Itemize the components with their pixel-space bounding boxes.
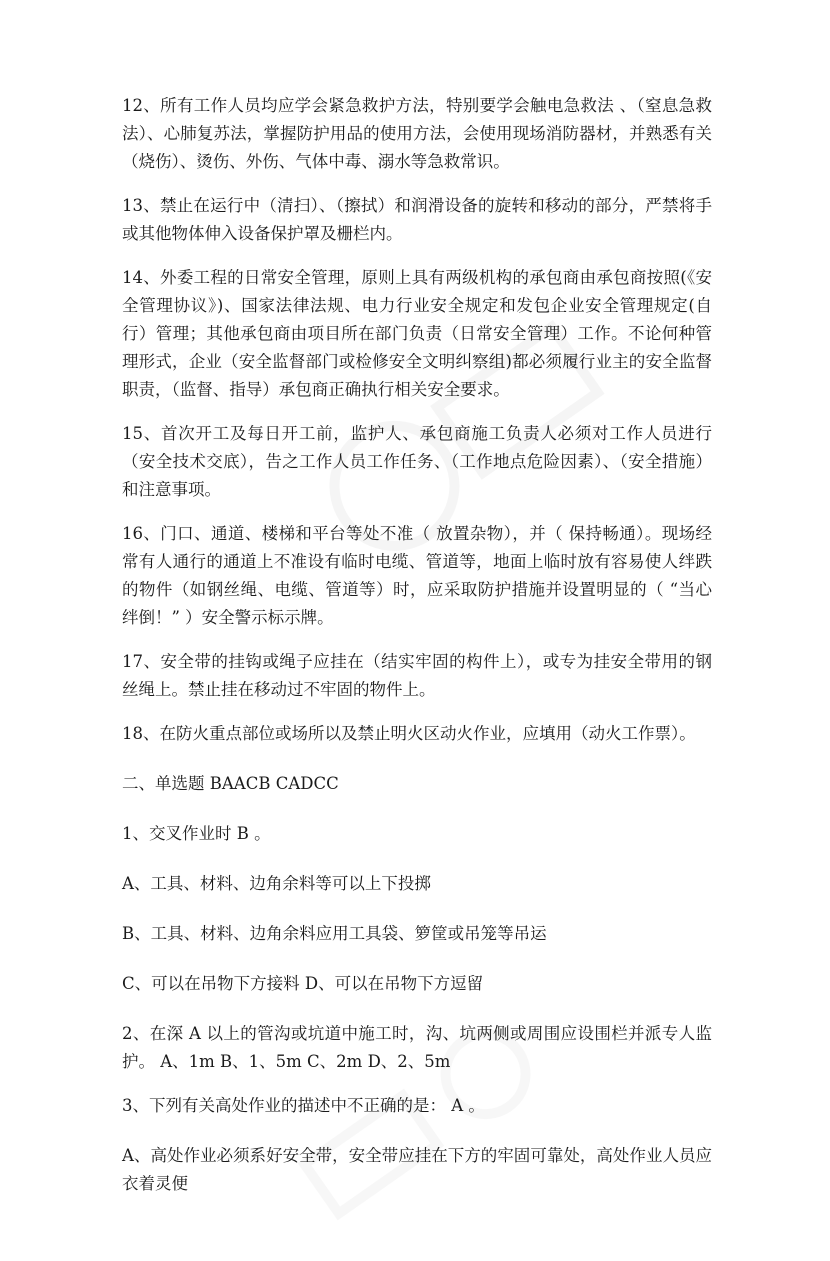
- question-1: 1、交叉作业时 B 。: [122, 824, 271, 843]
- question-3-option-a: A、高处作业必须系好安全带，安全带应挂在下方的牢固可靠处，高处作业人员应衣着灵便: [122, 1146, 712, 1193]
- paragraph-item-17: 17、安全带的挂钩或绳子应挂在（结实牢固的构件上），或专为挂安全带用的钢丝绳上。禁止挂在移动过不牢固的物件上。: [122, 652, 712, 699]
- paragraph-item-12: 12、所有工作人员均应学会紧急救护方法，特别要学会触电急救法 、（窒息急救法）、心肺复苏法，掌握防护用品的使用方法，会使用现场消防器材，并熟悉有关（烧伤）、烫伤、外伤、气体中毒、溺水等急救常识。: [122, 96, 712, 171]
- paragraph-item-15: 15、首次开工及每日开工前，监护人、承包商施工负责人必须对工作人员进行（安全技术交底），告之工作人员工作任务、（工作地点危险因素）、（安全措施）和注意事项。: [122, 424, 712, 499]
- paragraph-item-13: 13、禁止在运行中（清扫）、（擦拭）和润滑设备的旋转和移动的部分，严禁将手或其他物体伸入设备保护罩及栅栏内。: [122, 196, 712, 243]
- question-2: 2、在深 A 以上的管沟或坑道中施工时，沟、坑两侧或周围应设围栏并派专人监护。 A、1m B、1、5m C、2m D、2、5m: [122, 1024, 712, 1071]
- document-body: [122, 92, 712, 1214]
- section-heading-single-choice: 二、单选题 BAACB CADCC: [122, 774, 339, 793]
- paragraph-item-16: 16、门口、通道、楼梯和平台等处不准（ 放置杂物），并（ 保持畅通）。现场经常有人通行的通道上不准设有临时电缆、管道等，地面上临时放有容易使人绊跌的物件（如钢丝绳、电缆、管道等）时，应采取防护措施并设置明显的（ “当心绊倒！” ）安全警示标示牌。: [122, 524, 712, 627]
- question-1-option-a: A、工具、材料、边角余料等可以上下投掷: [122, 874, 431, 893]
- question-3: 3、下列有关高处作业的描述中不正确的是： A 。: [122, 1096, 485, 1115]
- question-1-options-c-d: C、可以在吊物下方接料 D、可以在吊物下方逗留: [122, 974, 484, 993]
- paragraph-item-18: 18、在防火重点部位或场所以及禁止明火区动火作业，应填用（动火工作票）。: [122, 724, 696, 743]
- paragraph-item-14: 14、外委工程的日常安全管理，原则上具有两级机构的承包商由承包商按照(《安全管理协议》)、国家法律法规、电力行业安全规定和发包企业安全管理规定(自行）管理；其他承包商由项目所在部门负责（日常安全管理）工作。不论何种管理形式，企业（安全监督部门或检修安全文明纠察组)都必须履行业主的安全监督职责，（监督、指导）承包商正确执行相关安全要求。: [122, 268, 712, 399]
- question-1-option-b: B、工具、材料、边角余料应用工具袋、箩筐或吊笼等吊运: [122, 924, 547, 943]
